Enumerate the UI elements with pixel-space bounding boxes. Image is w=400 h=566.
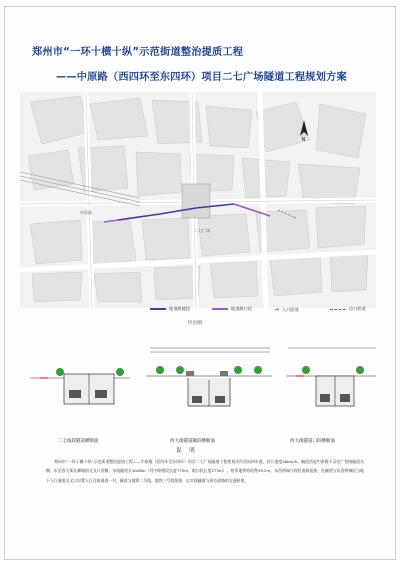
arrow-right-icon: → (274, 306, 280, 313)
description-text: 郑州市“一环十横十纵”示范街道整治提质工程——中原路（西四环至东四环）项目二七广场隧道工程规划采用双向四车道，设计速度40km/h。隧道西起中原路下穿京广铁路隧道东侧，东至西大街北峰城南交叉口西侧，东线隧道长1048m（其中暗埋段长度775m，敞口段长度273m），相邻地铁构筑物19.2m，东西两端与现状道路衔接，在隧道与东西两端段与地下人行通道交叉口设置人行过街通道一对，隧道与地铁二号线、地铁三号线衔接，以实现隧道与周边道路的交通转换。 (46, 459, 364, 483)
legend-item-covered: 地道敞楼段 (150, 306, 190, 312)
section-3-drawing (286, 348, 376, 406)
legend-item-open: 地道敞口段 (212, 306, 252, 312)
section-label-3: 西大街隧道口段横断面 (290, 439, 335, 444)
description-title: 说 明 (176, 448, 198, 454)
section-label-2: 西大街隧道敞段横断面 (170, 439, 215, 444)
svg-text:中原路: 中原路 (80, 210, 92, 215)
location-map (20, 92, 376, 308)
title-line-1: 郑州市“一环十横十纵”示范街道整治提质工程 (32, 47, 244, 58)
section-1-drawing (30, 368, 130, 404)
map-caption: 区位图 (188, 321, 202, 326)
section-2-drawing (146, 348, 272, 406)
legend-swatch (330, 309, 346, 310)
north-arrow-icon (296, 120, 312, 142)
legend-item-exit: 出口匝道 (330, 306, 366, 312)
compass-label: N (301, 137, 306, 142)
title-line-2: ——中原路（西四环至东四环）项目二七广场隧道工程规划方案 (56, 72, 347, 83)
cross-sections (20, 334, 380, 444)
legend-swatch (212, 308, 228, 309)
section-label-1: 二七线段隧道横断面 (58, 439, 99, 444)
legend-item-entrance: → 入口匝道 (274, 306, 299, 313)
svg-text:二七广场: 二七广场 (194, 228, 210, 233)
legend-swatch (150, 308, 166, 309)
map-legend (150, 306, 390, 318)
